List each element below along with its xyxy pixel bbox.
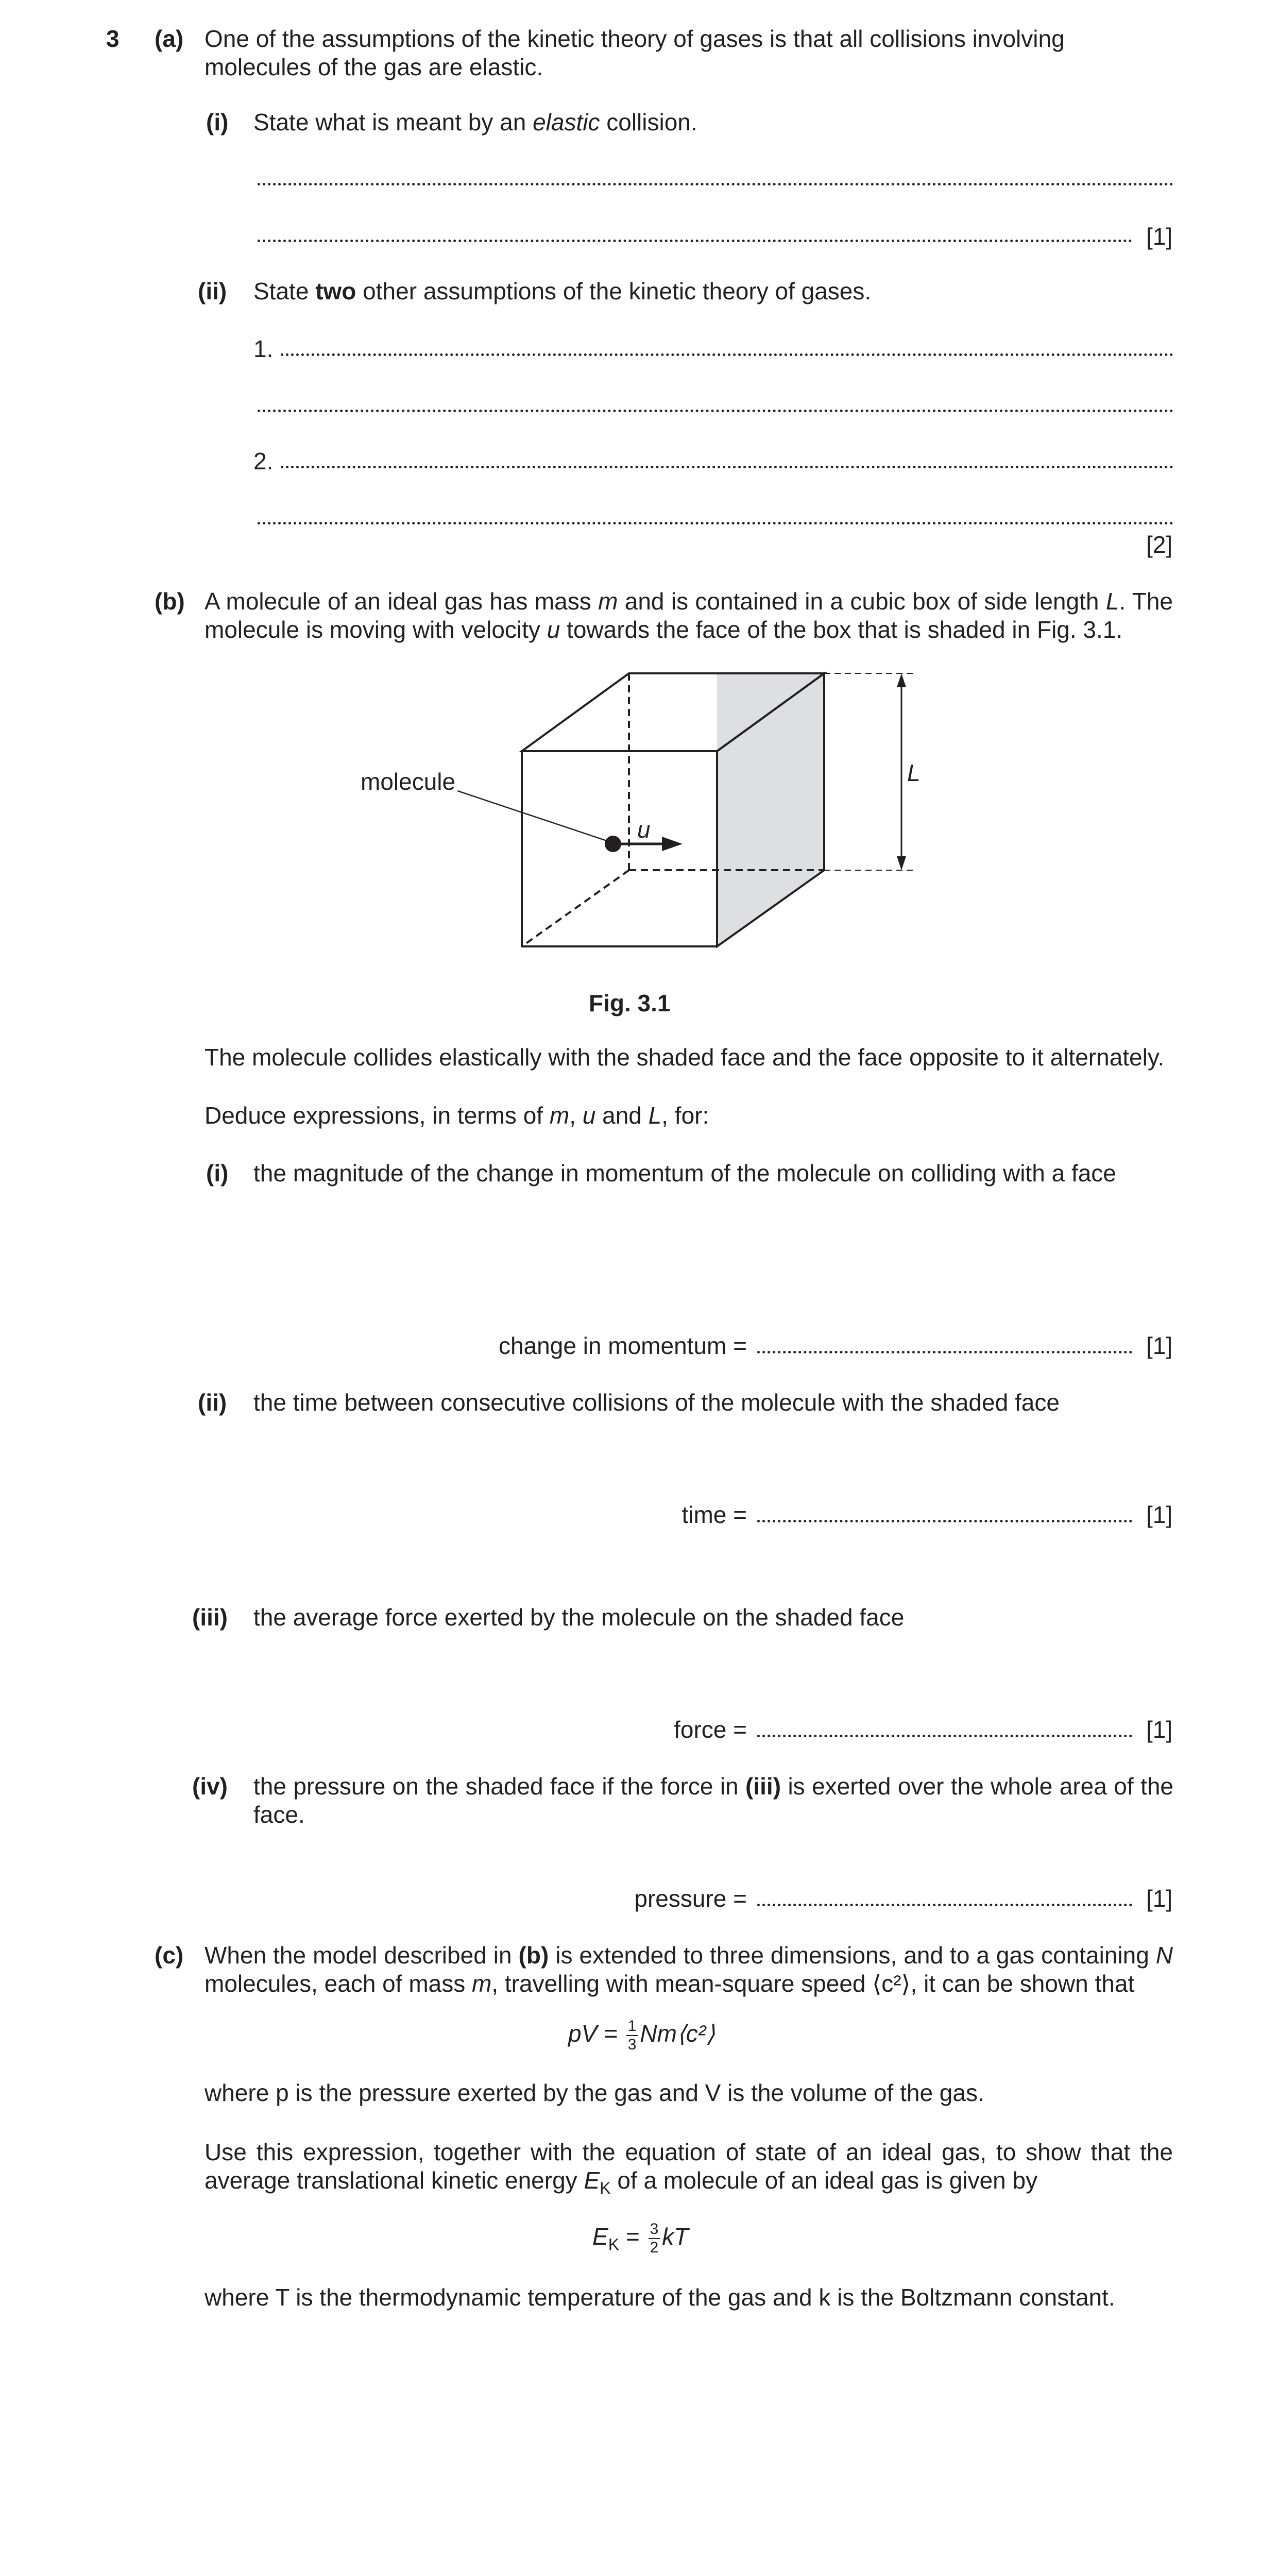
- marks-b-i: [1]: [1146, 1332, 1173, 1359]
- answer-line-b-ii[interactable]: [757, 1520, 1132, 1522]
- equation-ek: $E_K$ = $\frac{3}{2}$ kT: [592, 2221, 689, 2256]
- part-c-where1: where p is the pressure exerted by the gas and V is the volume of the gas.: [205, 2079, 984, 2106]
- molecule-dot: [605, 836, 621, 852]
- answer-line-b-iv[interactable]: [757, 1904, 1132, 1906]
- part-c-stem: When the model described in (b) is extended to three dimensions, and to a gas containing N molecules, each of mass m, travelling with mean-square speed ⟨c²⟩, it can be shown that: [205, 1942, 1173, 1997]
- part-b-stem: A molecule of an ideal gas has mass m and is contained in a cubic box of side length L. The molecule is moving with velocity u towards the face of the box that is shaded in Fig. 3.1.: [205, 588, 1173, 643]
- shaded-face: [717, 673, 824, 946]
- part-b-para2: Deduce expressions, in terms of m, u and L, for:: [205, 1102, 709, 1129]
- part-b-i-text: the magnitude of the change in momentum of the molecule on colliding with a face: [253, 1160, 1116, 1187]
- marks-b-iii: [1]: [1146, 1716, 1173, 1743]
- part-a-ii-text: State two other assumptions of the kinetic theory of gases.: [253, 278, 872, 304]
- velocity-label: u: [637, 816, 651, 843]
- answer-label-b-i: change in momentum =: [499, 1332, 747, 1359]
- part-b-ii-label: (ii): [198, 1389, 227, 1416]
- part-b-iii-text: the average force exerted by the molecule on the shaded face: [253, 1604, 905, 1631]
- part-b-ii-text: the time between consecutive collisions of the molecule with the shaded face: [253, 1389, 1060, 1416]
- molecule-label: molecule: [361, 768, 456, 795]
- part-b-iv-label: (iv): [192, 1773, 228, 1800]
- part-b-i-label: (i): [206, 1160, 229, 1187]
- equation-pv: pV = $\frac{1}{3}$ Nm⟨c²⟩: [568, 2018, 715, 2053]
- dimension-arrowhead-top: [897, 673, 906, 687]
- marks-a-ii: [2]: [1146, 531, 1173, 558]
- part-a-stem: One of the assumptions of the kinetic theory of gases is that all collisions involving molecules of the gas are elastic.: [205, 25, 1065, 81]
- answer-label-b-iii: force =: [674, 1716, 747, 1743]
- answer-label-b-iv: pressure =: [634, 1885, 747, 1912]
- part-a-i-label: (i): [206, 109, 229, 135]
- dimension-arrowhead-bottom: [897, 856, 906, 870]
- figure-3-1: [0, 0, 1278, 1030]
- item-2-label: 2.: [253, 448, 274, 474]
- answer-line-b-iii[interactable]: [757, 1735, 1132, 1737]
- side-length-label: L: [907, 759, 921, 786]
- part-a-i-text: State what is meant by an elastic collision.: [253, 109, 697, 135]
- part-b-label: (b): [155, 588, 185, 615]
- answer-label-b-ii: time =: [681, 1501, 747, 1528]
- marks-b-iv: [1]: [1146, 1885, 1173, 1912]
- dimension-extension-lines: [824, 673, 917, 870]
- part-b-iv-text: the pressure on the shaded face if the force in (iii) is exerted over the whole area of the face.: [253, 1773, 1173, 1828]
- marks-b-ii: [1]: [1146, 1501, 1173, 1528]
- part-a-ii-label: (ii): [198, 278, 227, 304]
- answer-line-b-i[interactable]: [757, 1351, 1132, 1353]
- velocity-arrowhead: [662, 837, 683, 851]
- part-a-label: (a): [155, 25, 184, 52]
- item-1-label: 1.: [253, 335, 274, 362]
- question-number: 3: [106, 25, 120, 52]
- part-c-where2: where T is the thermodynamic temperature of the gas and k is the Boltzmann constant.: [205, 2284, 1115, 2311]
- part-c-label: (c): [155, 1942, 184, 1969]
- part-c-para: Use this expression, together with the equation of state of an ideal gas, to show that the average translational kinetic energy $E_K$ of a molecule of an ideal gas is given by: [205, 2139, 1173, 2198]
- figure-caption: Fig. 3.1: [589, 990, 671, 1016]
- part-b-para1: The molecule collides elastically with the shaded face and the face opposite to it alternately.: [205, 1044, 1165, 1071]
- molecule-leader-line: [457, 791, 613, 843]
- part-b-iii-label: (iii): [192, 1604, 228, 1631]
- marks-a-i: [1]: [1146, 223, 1173, 250]
